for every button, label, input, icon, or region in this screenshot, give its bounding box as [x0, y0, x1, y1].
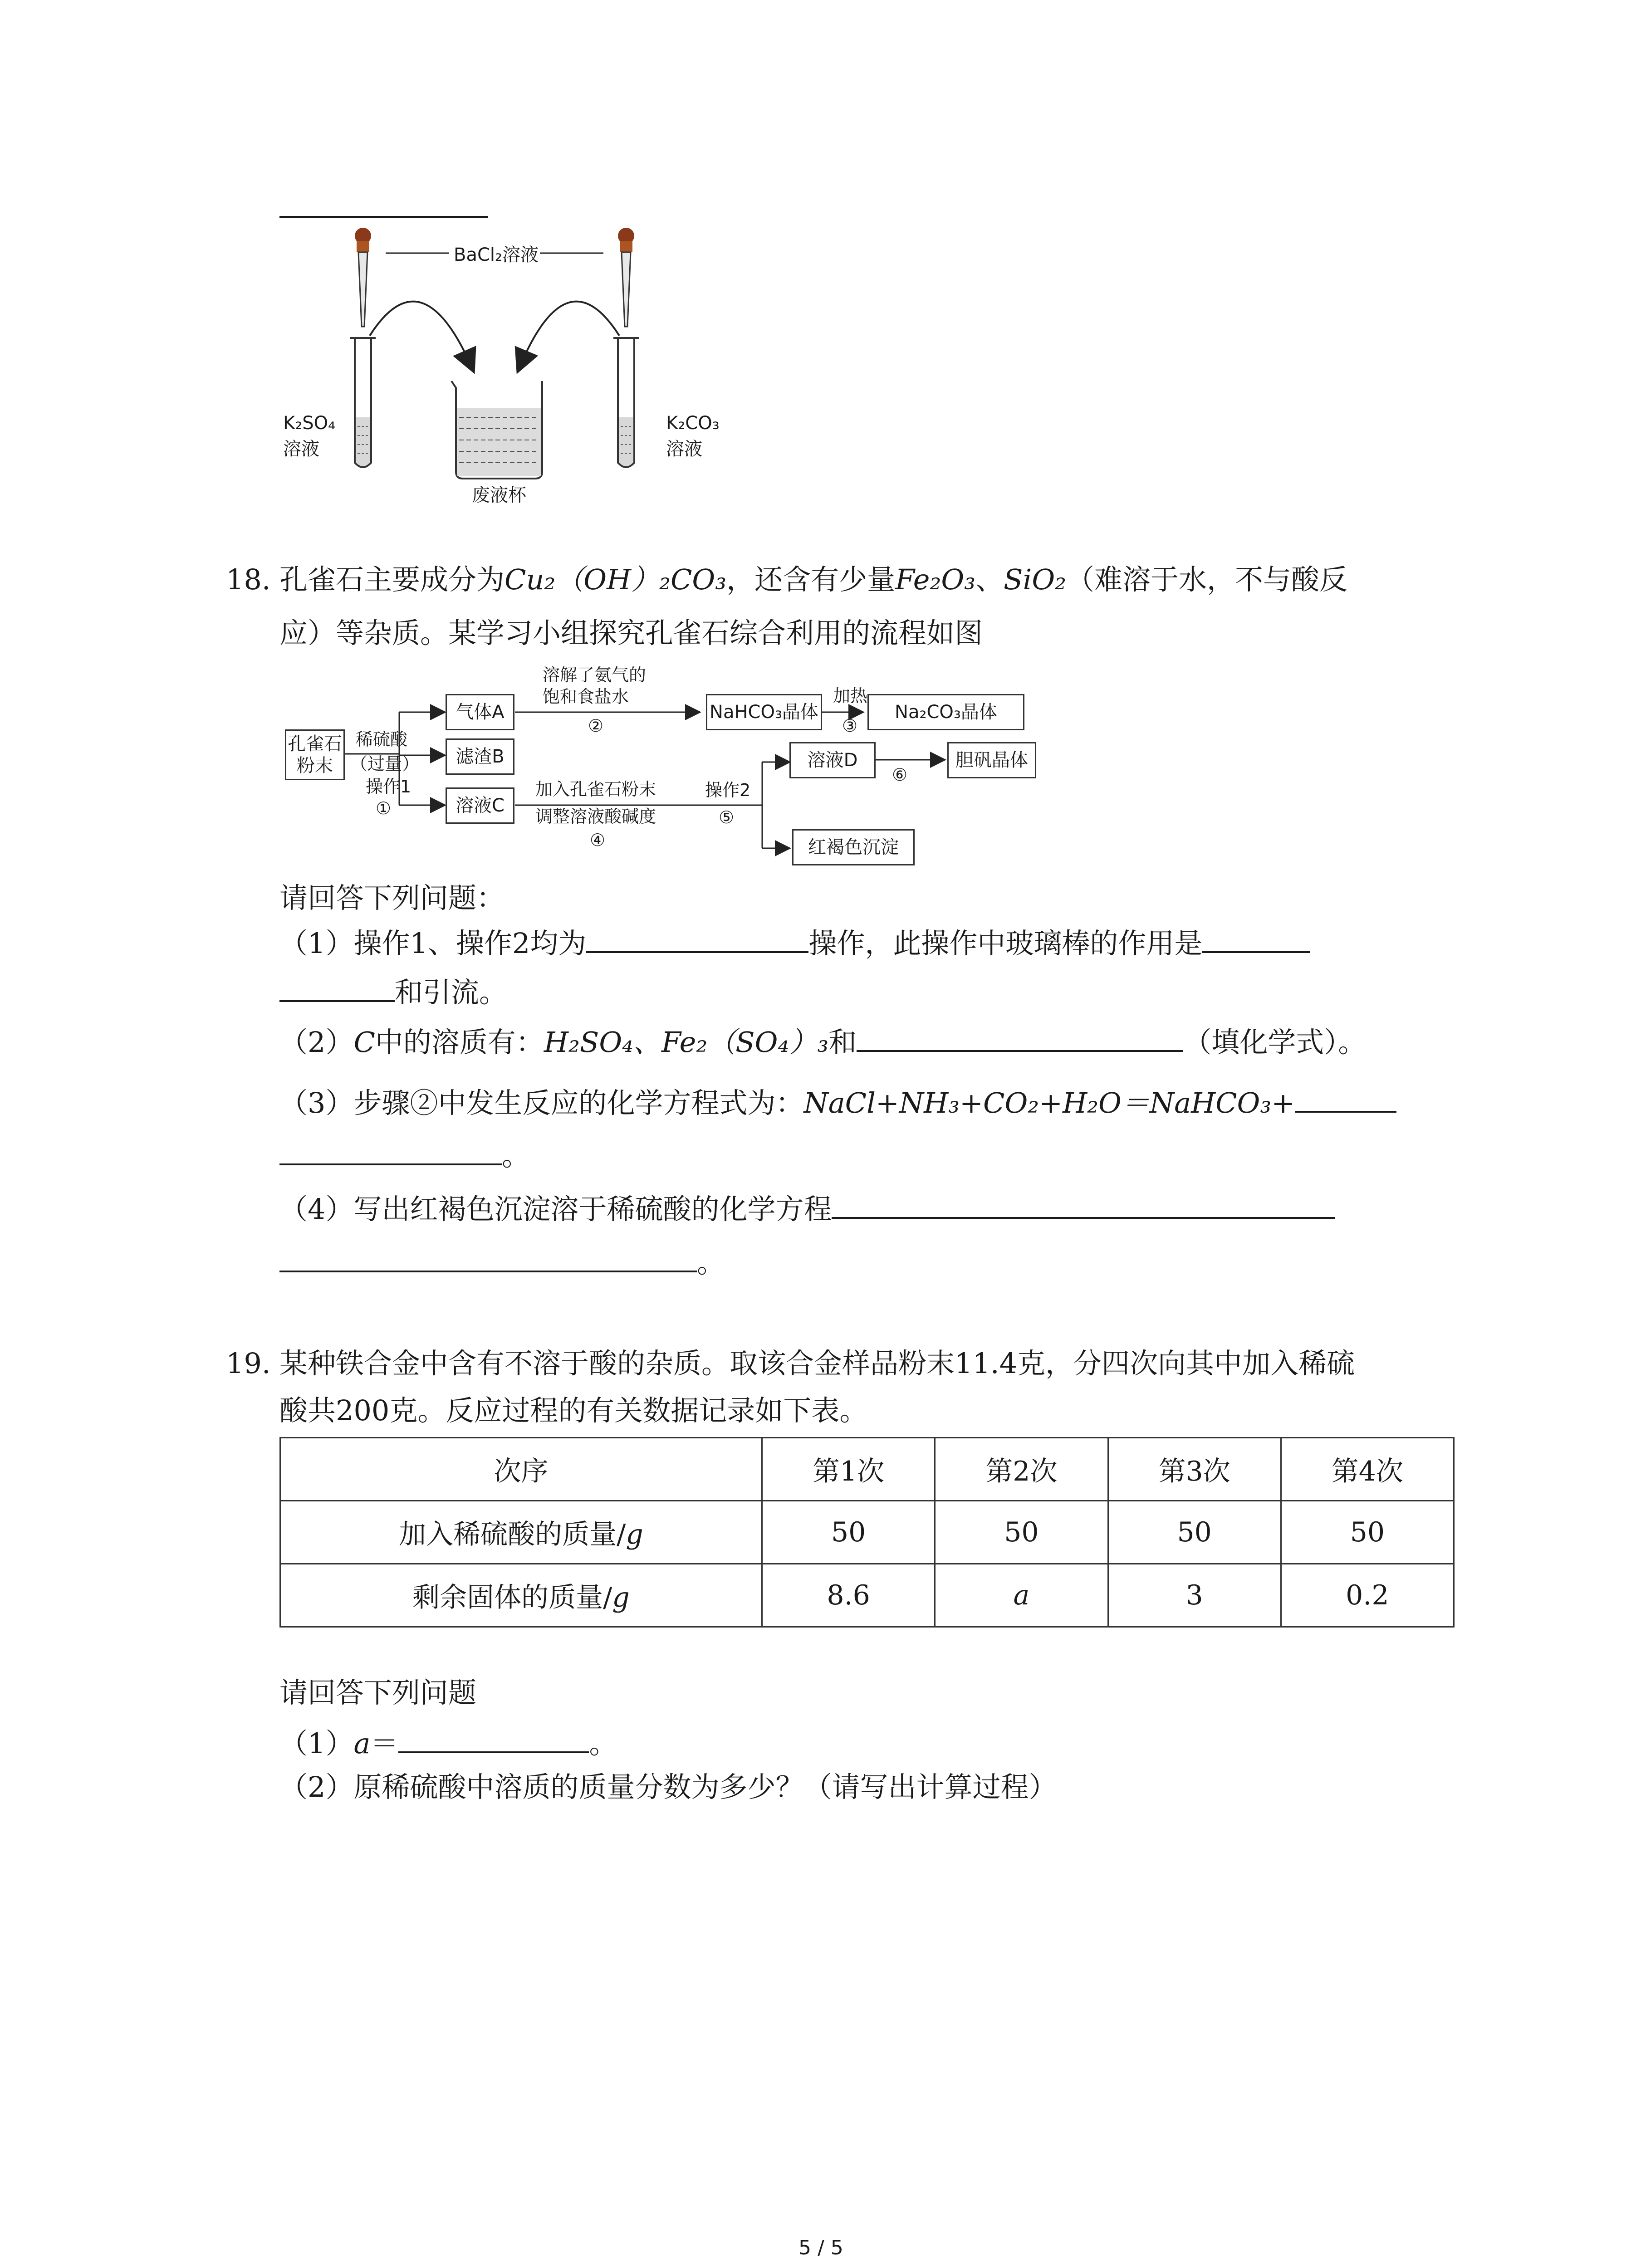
q18-part3-line2: 。: [279, 1138, 530, 1174]
right-dropper: [618, 228, 634, 327]
answer-blank-3b[interactable]: [279, 1159, 502, 1165]
flow-box-start: 孔雀石粉末: [285, 729, 345, 780]
answer-blank-4a[interactable]: [832, 1212, 1335, 1219]
waste-beaker: [451, 381, 542, 479]
left-dropper: [355, 228, 371, 327]
flow-step4: ④: [590, 830, 606, 850]
q19-part2: （2）原稀硫酸中溶质的质量分数为多少？（请写出计算过程）: [279, 1770, 1057, 1804]
flow-box-precip: 红褐色沉淀: [792, 829, 915, 865]
table-cell: 50: [1108, 1501, 1281, 1564]
answer-blank-2[interactable]: [857, 1046, 1183, 1052]
q18-stem-line1: 孔雀石主要成分为Cu₂（OH）₂CO₃，还含有少量Fe₂O₃、SiO₂（难溶于水，不与酸反: [279, 563, 1348, 596]
answer-blank-3a[interactable]: [1295, 1106, 1396, 1113]
table-row-label: 加入稀硫酸的质量/g: [280, 1501, 762, 1564]
flow-step5: ⑤: [719, 807, 735, 827]
flow-step3: ③: [842, 716, 858, 736]
table-cell: 3: [1108, 1564, 1281, 1627]
flow-box-solD: 溶液D: [789, 742, 876, 778]
flow-step6: ⑥: [892, 765, 908, 785]
q19-part1: （1）a＝ 。: [279, 1727, 617, 1760]
table-header-cell: 第2次: [935, 1438, 1108, 1501]
right-tube-formula: K₂CO₃: [666, 413, 720, 434]
table-row-label: 剩余固体的质量/g: [280, 1564, 762, 1627]
q18-part4-line1: （4）写出红褐色沉淀溶于稀硫酸的化学方程: [279, 1191, 1335, 1227]
flow-add1: 加入孔雀石粉末: [535, 779, 656, 799]
answer-blank-1c[interactable]: [279, 996, 395, 1002]
q18-part1-line2: 和引流。: [279, 974, 507, 1011]
q18-part4-line2: 。: [279, 1245, 725, 1281]
data-table: [279, 1437, 1455, 1628]
table-row: [280, 1564, 1454, 1627]
table-header-cell: 次序: [280, 1438, 762, 1501]
left-test-tube: [350, 338, 376, 467]
right-test-tube: [613, 338, 639, 467]
q18-number: 18.: [226, 563, 271, 596]
table-header-cell: 第1次: [762, 1438, 935, 1501]
table-cell: 0.2: [1281, 1564, 1454, 1627]
q18-part2: （2）C中的溶质有：H₂SO₄、Fe₂（SO₄）₃和 （填化学式）。: [279, 1026, 1367, 1059]
table-cell: 50: [762, 1501, 935, 1564]
table-cell: 50: [1281, 1501, 1454, 1564]
flow-box-residueB: 滤渣B: [446, 738, 514, 775]
flow-box-crystal: 胆矾晶体: [947, 742, 1036, 778]
answer-blank-1b[interactable]: [1202, 947, 1310, 953]
flow-op1: 操作1: [366, 777, 411, 797]
flow-step2: ②: [588, 716, 604, 736]
left-tube-formula: K₂SO₄: [283, 413, 336, 434]
table-cell: 8.6: [762, 1564, 935, 1627]
table-cell: a: [935, 1564, 1108, 1627]
answer-blank-1a[interactable]: [586, 947, 808, 953]
flow-box-gasA: 气体A: [446, 694, 514, 730]
table-cell: 50: [935, 1501, 1108, 1564]
q19-stem-line2: 酸共200克。反应过程的有关数据记录如下表。: [279, 1394, 868, 1427]
flow-box-na2co3: Na₂CO₃晶体: [867, 694, 1024, 730]
table-header-cell: 第3次: [1108, 1438, 1281, 1501]
flow-heat: 加热: [833, 686, 868, 706]
answer-blank-4b[interactable]: [279, 1266, 697, 1272]
flow-step1: ①: [376, 798, 392, 818]
q18-part3-line1: （3）步骤②中发生反应的化学方程式为：NaCl+NH₃+CO₂+H₂O＝NaHCO₃+: [279, 1085, 1396, 1121]
flow-ammonia1: 溶解了氨气的: [543, 665, 647, 685]
flow-box-nahco3: NaHCO₃晶体: [706, 694, 822, 730]
flow-add2: 调整溶液酸碱度: [535, 807, 656, 826]
q18-stem-line2: 应）等杂质。某学习小组探究孔雀石综合利用的流程如图: [279, 616, 983, 650]
page-number: 5 / 5: [798, 2236, 843, 2259]
left-tube-word: 溶液: [283, 439, 319, 459]
flow-ammonia2: 饱和食盐水: [543, 687, 629, 707]
q19-stem-line1: 某种铁合金中含有不溶于酸的杂质。取该合金样品粉末11.4克，分四次向其中加入稀硫: [279, 1347, 1355, 1380]
reagent-label: BaCl₂溶液: [454, 244, 539, 265]
q18-part1-line1: （1）操作1、操作2均为 操作，此操作中玻璃棒的作用是: [279, 925, 1310, 962]
flow-acid2: （过量）: [350, 754, 420, 774]
flow-acid1: 稀硫酸: [356, 729, 408, 749]
q18-prompt: 请回答下列问题：: [279, 881, 505, 914]
table-header-cell: 第4次: [1281, 1438, 1454, 1501]
answer-blank-19-1[interactable]: [398, 1747, 589, 1753]
right-tube-word: 溶液: [666, 439, 702, 459]
q19-prompt: 请回答下列问题: [279, 1676, 477, 1709]
flow-box-solC: 溶液C: [446, 787, 514, 824]
table-row: [280, 1501, 1454, 1564]
flow-op2: 操作2: [705, 780, 751, 800]
q19-number: 19.: [226, 1347, 271, 1380]
beaker-label: 废液杯: [472, 485, 526, 506]
table-header-row: [280, 1438, 1454, 1501]
